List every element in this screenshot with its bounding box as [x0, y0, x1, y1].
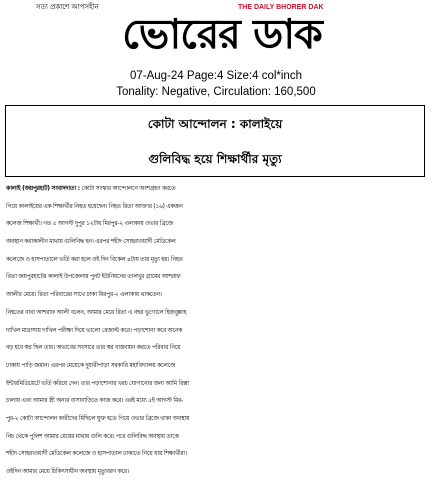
- article-line: দাখিল মাদ্রাসায় দাখিল পরীক্ষা দিয়ে ভালো রেজাল্ট করে। পড়াশোনা করে অনেক: [6, 326, 183, 334]
- masthead: [0, 0, 432, 62]
- article-line: অবস্থান করাকালীন মাথায় গুলিবিদ্ধ হন। এরপর শহীদ সোহরাওয়ার্দী মেডিকেল: [6, 238, 176, 246]
- article-line: রিতা জয়পুরহাটের কালাই উপজেলার পুনট ইউনিয়নের তালখুর গ্রামের আশরাফ: [6, 273, 181, 281]
- article-line: বড় হবে স্বপ্ন ছিল তার। অভাবের সংসারে তার স্বপ্ন বাস্তবায়ন করতে পরিবার নিয়ে: [6, 344, 181, 352]
- clipping-meta-tonality-circulation: Tonality: Negative, Circulation: 160,500: [116, 86, 316, 98]
- article-line: ওইদিন আমার মেয়ে চিকিৎসাধীন অবস্থায় মৃত্যুবরণ করে।: [6, 468, 129, 475]
- article-first-line: [6, 180, 428, 198]
- article-line: পুর-২ কোটা আন্দোলন কারীদের মিছিলে যুক্ত হতে গিয়ে ওভার ব্রিজে থাকা অবস্থায়: [6, 414, 190, 422]
- article-line: গিয়ে কালাইয়ের এক শিক্ষার্থীর নিহত হয়েছেন। নিহত রিতা আক্তার (১৬) একজন: [6, 202, 183, 210]
- article-line: কলেজে ও হাসপাতালে ভর্তি করা হলে ওই দিন বিকেল ৪টায় তার মৃত্যু হয়। নিহত: [6, 255, 183, 263]
- article-byline: কালাই (জয়পুরহাট) সংবাদদাতা :: [6, 185, 80, 192]
- headline-box: [5, 105, 425, 177]
- masthead-english-name: THE DAILY BHORER DAK: [238, 4, 324, 11]
- headline-line-1: কোটা আন্দোলন : কালাইয়ে: [147, 117, 283, 131]
- masthead-tagline: সত্য প্রকাশে আপসহীন: [36, 3, 99, 11]
- article-body: [6, 180, 428, 500]
- clipping-meta-date-size: 07-Aug-24 Page:4 Size:4 col*inch: [130, 70, 302, 82]
- article-line: চালায় এবং আমার স্ত্রী অন্যর বাসাবাড়িতে কাজ করে। এরই মধ্যে ৫ই আগস্ট মির-: [6, 397, 183, 405]
- article-line: শহীদ সোহরাওয়ার্দী মেডিকেল কলেজে ও হাসপাতাল ঢাকাতে নিয়ে যায় শিক্ষার্থীরা।: [6, 450, 187, 458]
- article-first-line-text: কোটা সংস্কার আন্দোলনে অংশগ্রহণ করতে: [79, 185, 176, 192]
- headline-line-2: গুলিবিদ্ধ হয়ে শিক্ষার্থীর মৃত্যু: [148, 152, 282, 166]
- article-line: নিহতের বাবা আশরাফ আলী বলেন, আমার মেয়ে রিতা এ বছর ভুগোলে হিজবুল্লাহ: [6, 308, 187, 316]
- article-line: ইন্টারমিডিয়েটে ভর্তি করিয়ে দেন। তার পড়াশোনার খরচ যোগানোর জন্য আমি রিক্সা: [6, 379, 190, 387]
- article-line: নিচ থেকে পুলিশ আমার মেয়ের মাথায় গুলি করে। পরে গুলিবিদ্ধ অবস্থায় তাকে: [6, 432, 179, 440]
- article-line: ঢাকায় পাড়ি জমান। এরপর মেয়েকে দুয়ারীপাড়া সরকারি মহাবিদ্যালয় কলেজে: [6, 361, 176, 369]
- newspaper-logo: ভোরের ডাক: [122, 10, 322, 58]
- article-line: আলীর মেয়ে। রিতা পরিবারের সাথে ঢাকা মিরপুর-২ এলাকায় থাকতেন।: [6, 291, 162, 299]
- article-line: কলেজ শিক্ষার্থী। গত ৫ আগস্ট দুপুর ১২টায় মিরপুর-২ এলাকায় ওভার ব্রিজে: [6, 220, 173, 228]
